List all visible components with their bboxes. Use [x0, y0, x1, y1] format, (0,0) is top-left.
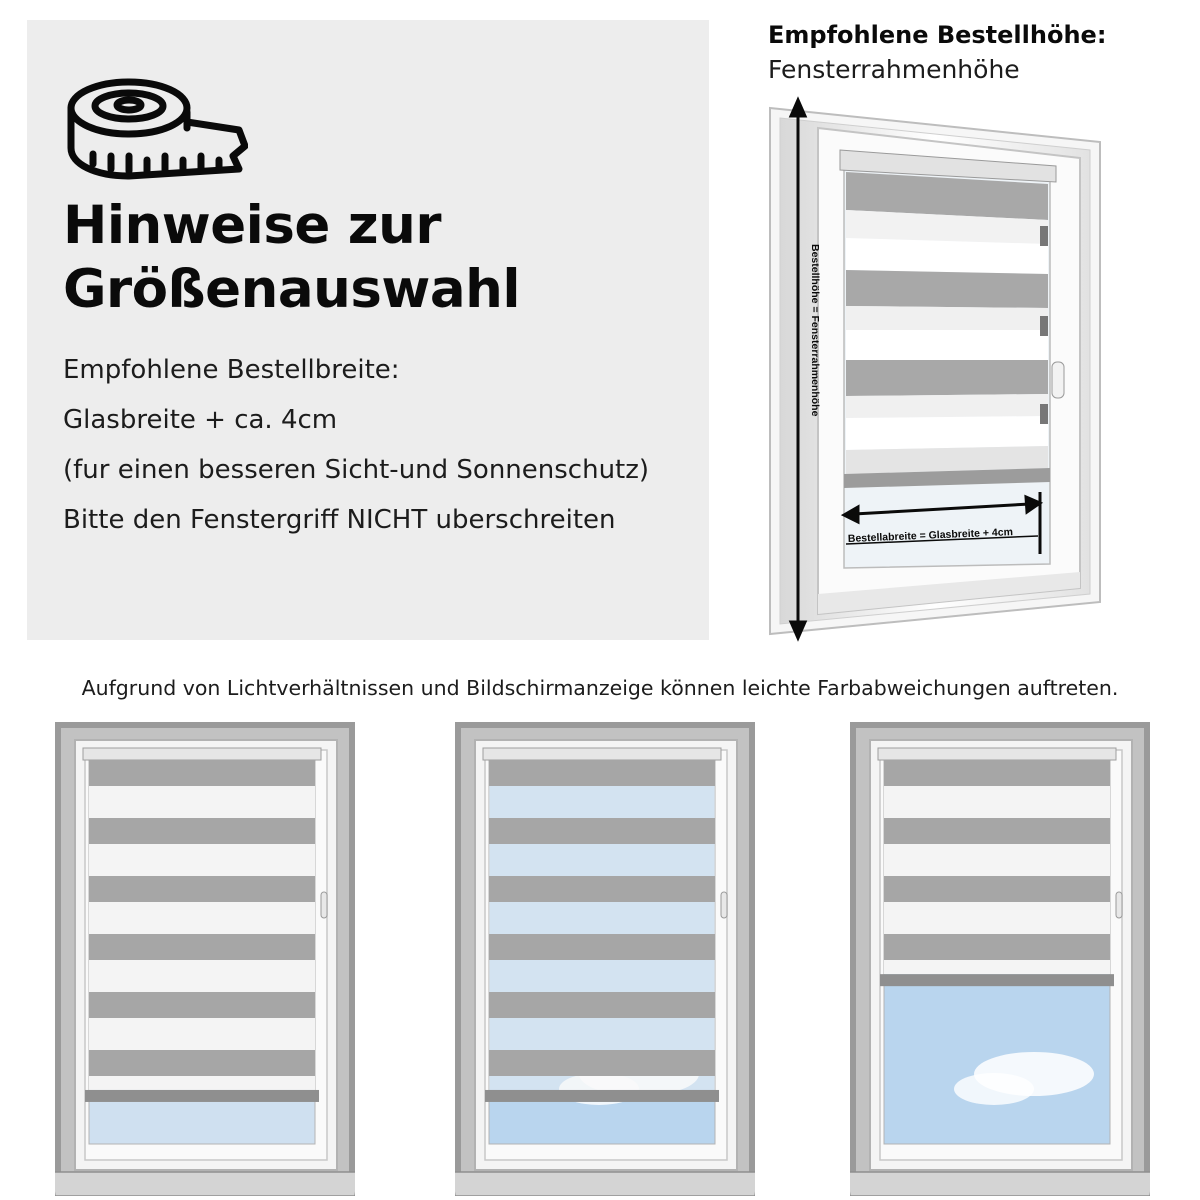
opaque-stripe: [89, 876, 315, 902]
variant-window-closed-blind: [55, 722, 355, 1196]
sheer-stripe: [89, 1076, 315, 1090]
cloud: [954, 1073, 1034, 1105]
title-line-1: Hinweise zur: [63, 195, 441, 256]
sheer-stripe: [89, 1018, 315, 1050]
window-handle: [321, 892, 327, 918]
roller-cassette: [83, 748, 321, 760]
opaque-stripe: [884, 818, 1110, 844]
opaque-stripe: [489, 1050, 715, 1076]
sheer-stripe: [489, 902, 715, 934]
sheer-stripe: [89, 902, 315, 934]
window-sill: [55, 1172, 355, 1196]
opaque-stripe: [89, 760, 315, 786]
window-sill: [455, 1172, 755, 1196]
variant-window-half-open-blind: [850, 722, 1150, 1196]
opaque-stripe: [884, 876, 1110, 902]
opaque-stripe: [489, 934, 715, 960]
opaque-stripe: [489, 876, 715, 902]
window-handle: [1116, 892, 1122, 918]
roller-cassette: [878, 748, 1116, 760]
measuring-tape-icon: [63, 72, 248, 192]
blind-bottom-bar: [485, 1090, 719, 1102]
sheer-stripe: [489, 786, 715, 818]
opaque-stripe: [489, 760, 715, 786]
hint-handle-warning: Bitte den Fenstergriff NICHT uberschreiten: [63, 505, 616, 535]
sheer-stripe: [89, 844, 315, 876]
variant-window-sky-blind: [455, 722, 755, 1196]
sheer-stripe: [489, 844, 715, 876]
opaque-stripe: [89, 818, 315, 844]
blind-bottom-bar: [85, 1090, 319, 1102]
sheer-stripe: [89, 786, 315, 818]
opaque-stripe: [89, 934, 315, 960]
sheer-stripe: [489, 960, 715, 992]
color-deviation-notice: Aufgrund von Lichtverhältnissen und Bildschirmanzeige können leichte Farbabweichungen auftreten.: [81, 676, 1119, 700]
window-measurement-diagram: [758, 94, 1118, 654]
sheer-stripe: [489, 1018, 715, 1050]
blind-bottom-bar: [880, 974, 1114, 986]
sheer-stripe: [884, 960, 1110, 974]
sheer-stripe: [884, 902, 1110, 934]
roller-cassette: [483, 748, 721, 760]
opaque-stripe: [89, 1050, 315, 1076]
opaque-stripe: [489, 992, 715, 1018]
sheer-stripe: [884, 786, 1110, 818]
sheer-stripe: [89, 960, 315, 992]
title-line-2: Größenauswahl: [63, 259, 521, 320]
info-panel: [27, 20, 709, 640]
opaque-stripe: [884, 934, 1110, 960]
opaque-stripe: [489, 818, 715, 844]
diagram-width-label: Bestellabreite = Glasbreite + 4cm: [847, 526, 1014, 545]
page-title: [63, 194, 520, 322]
hint-width-value: Glasbreite + ca. 4cm: [63, 405, 338, 435]
height-recommendation-value: Fensterrahmenhöhe: [768, 55, 1020, 84]
window-sill: [850, 1172, 1150, 1196]
sheer-stripe: [489, 1076, 715, 1090]
opaque-stripe: [89, 992, 315, 1018]
diagram-height-label: Bestellhöhe = Fensterrahmenhöhe: [809, 244, 821, 417]
blind-stripes: [844, 172, 1050, 488]
hint-width-heading: Empfohlene Bestellbreite:: [63, 355, 400, 385]
height-recommendation-title: Empfohlene Bestellhöhe:: [768, 21, 1107, 49]
window-handle: [721, 892, 727, 918]
sheer-stripe: [884, 844, 1110, 876]
opaque-stripe: [884, 760, 1110, 786]
hint-reason: (fur einen besseren Sicht-und Sonnenschutz): [63, 455, 650, 485]
